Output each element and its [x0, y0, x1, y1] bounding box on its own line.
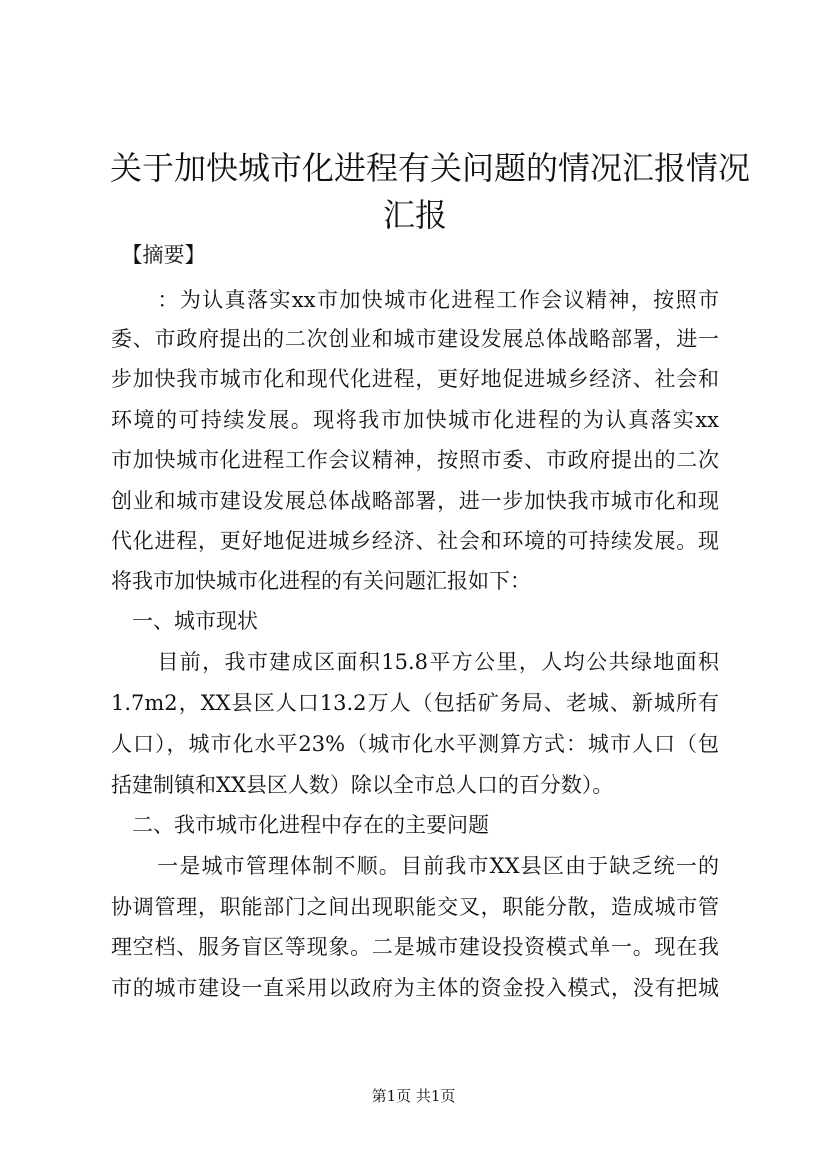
body-line: 市的城市建设一直采用以政府为主体的资金投入模式，没有把城 [111, 976, 719, 1000]
body-line: 协调管理，职能部门之间出现职能交叉，职能分散，造成城市管 [111, 895, 719, 919]
document-title-line-1: 关于加快城市化进程有关问题的情况汇报情况 [110, 149, 751, 187]
body-line: 环境的可持续发展。现将我市加快城市化进程的为认真落实xx [111, 408, 719, 432]
body-line: 1.7m2，XX县区人口13.2万人（包括矿务局、老城、新城所有 [111, 691, 719, 715]
body-line: 一是城市管理体制不顺。目前我市XX县区由于缺乏统一的 [135, 854, 719, 878]
body-line: 市加快城市化进程工作会议精神，按照市委、市政府提出的二次 [111, 448, 719, 472]
section-heading-2: 二、我市城市化进程中存在的主要问题 [111, 813, 489, 837]
section-heading-1: 一、城市现状 [111, 609, 258, 633]
body-line: 目前，我市建成区面积15.8平方公里，人均公共绿地面积 [135, 650, 719, 674]
body-line: 人口），城市化水平23%（城市化水平测算方式：城市人口（包 [111, 732, 719, 756]
body-line: 理空档、服务盲区等现象。二是城市建设投资模式单一。现在我 [111, 935, 719, 959]
body-line: 步加快我市城市化和现代化进程，更好地促进城乡经济、社会和 [111, 367, 719, 391]
body-line: 将我市加快城市化进程的有关问题汇报如下： [111, 569, 531, 593]
body-line: 括建制镇和XX县区人数）除以全市总人口的百分数）。 [111, 773, 614, 797]
abstract-heading: 【摘要】 [111, 243, 206, 267]
body-line: 代化进程，更好地促进城乡经济、社会和环境的可持续发展。现 [111, 529, 719, 553]
body-line: ：为认真落实xx市加快城市化进程工作会议精神，按照市 [135, 288, 719, 312]
page-footer: 第1页 共1页 [371, 1087, 456, 1105]
document-title-line-2: 汇报 [382, 196, 447, 234]
body-line: 创业和城市建设发展总体战略部署，进一步加快我市城市化和现 [111, 489, 719, 513]
body-line: 委、市政府提出的二次创业和城市建设发展总体战略部署，进一 [111, 327, 719, 351]
